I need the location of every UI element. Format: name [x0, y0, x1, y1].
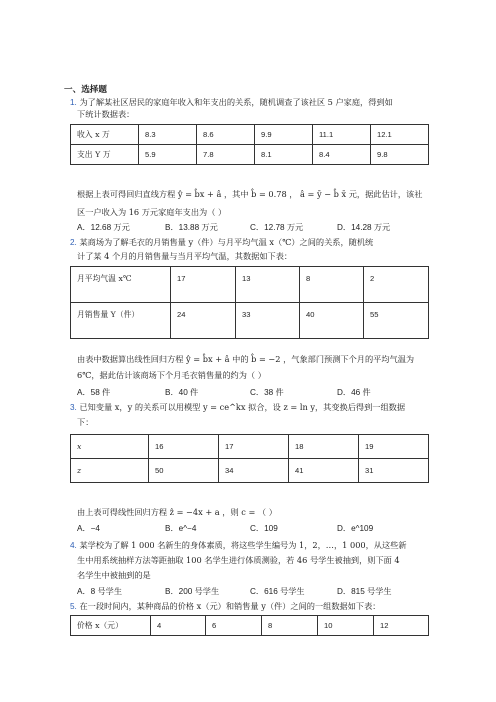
q3-option-c: C．109 [250, 524, 278, 533]
q2-after-line1: 由表中数据算出线性回归方程 ŷ = b̂x + â 中的 b̂ = −2 ，气象部门预测下个月的平均气温为 [77, 354, 415, 364]
q5-text-line1: 5. 在一段时间内，某种商品的价格 x（元）和销售量 y（件）之间的一组数据如下表： [70, 601, 381, 611]
table-row [71, 459, 429, 483]
q1-option-d: D．14.28 万元 [337, 223, 391, 232]
table-cell: 8 [300, 267, 364, 303]
table-cell: 收入 x 万 [71, 125, 139, 145]
table-cell: 17 [219, 435, 289, 459]
q1-number: 1. [70, 98, 77, 107]
section-heading: 一、选择题 [64, 85, 107, 95]
table-row [71, 145, 429, 165]
q3-number: 3. [70, 403, 77, 412]
table-cell: 月销售量 Y（件） [71, 303, 171, 339]
q3-option-d: D．e^109 [337, 524, 374, 533]
q1-text-line2: 下统计数据表： [77, 109, 135, 119]
q4-text-line3: 名学生中被抽到的是 [77, 570, 151, 580]
q4-option-c: C．616 号学生 [250, 587, 305, 596]
table-cell: 6 [206, 616, 262, 636]
table-cell: 33 [236, 303, 300, 339]
q4-text-line1: 4. 某学校为了解 1 000 名新生的身体素质，将这些学生编号为 1，2，…，1 000，从这些新 [70, 540, 407, 550]
q2-after-line2: 6℃，据此估计该商场下个月毛衣销售量的约为（ ） [77, 370, 266, 380]
table-cell: 31 [359, 459, 429, 483]
table-cell: 50 [149, 459, 219, 483]
table-row [71, 267, 429, 303]
table-cell: 19 [359, 435, 429, 459]
table-cell: 11.1 [313, 125, 371, 145]
table-row [71, 125, 429, 145]
table-row [71, 616, 429, 636]
table-row [71, 435, 429, 459]
q4-option-d: D．815 号学生 [337, 587, 392, 596]
table-cell: 12 [374, 616, 429, 636]
q1-option-c: C．12.78 万元 [250, 223, 304, 232]
table-cell: 7.8 [197, 145, 255, 165]
table-cell: 40 [300, 303, 364, 339]
table-cell: 8.1 [255, 145, 313, 165]
table-cell: 4 [151, 616, 206, 636]
q5-data-table [70, 615, 429, 636]
table-cell: 17 [171, 267, 236, 303]
q2-text-line2: 计了某 4 个月的月销售量与当月平均气温，其数据如下表： [77, 251, 293, 261]
q3-text-line1: 3. 已知变量 x，y 的关系可以用模型 y = ce^kx 拟合，设 z = ln y，其变换后得到一组数据 [70, 402, 406, 412]
table-cell: 价格 x（元） [71, 616, 151, 636]
table-cell: 8.3 [139, 125, 197, 145]
table-cell: 55 [364, 303, 429, 339]
table-cell: 41 [289, 459, 359, 483]
table-cell: 9.8 [371, 145, 429, 165]
q3-after-line1: 由上表可得线性回归方程 ẑ = −4x + a ，则 c = （ ） [77, 507, 277, 517]
q1-after-line1: 根据上表可得回归直线方程 ŷ = b̂x + â ，其中 b̂ = 0.78 ， â = ȳ − b̂ x̄ 元，据此估计，该社 [77, 189, 423, 199]
table-cell: 9.9 [255, 125, 313, 145]
q3-option-b: B．e^−4 [165, 524, 197, 533]
q1-text-line1: 1. 为了解某社区居民的家庭年收入和年支出的关系，随机调查了该社区 5 户家庭，得到如 [70, 97, 393, 107]
q2-option-a: A．58 件 [77, 388, 111, 397]
q3-text-line2: 下： [77, 417, 94, 427]
table-cell: 34 [219, 459, 289, 483]
table-cell: z [71, 459, 149, 483]
q2-data-table [70, 266, 429, 339]
table-cell: 8.4 [313, 145, 371, 165]
table-row [71, 303, 429, 339]
table-cell: 5.9 [139, 145, 197, 165]
q2-number: 2. [70, 238, 77, 247]
q4-text-line2: 生中用系统抽样方法等距抽取 100 名学生进行体质测验，若 46 号学生被抽到，则下面 4 [77, 555, 400, 565]
q2-option-b: B．40 件 [165, 388, 199, 397]
q5-number: 5. [70, 602, 77, 611]
q4-option-a: A．8 号学生 [77, 587, 123, 596]
table-cell: 8 [262, 616, 318, 636]
table-cell: 支出 Y 万 [71, 145, 139, 165]
table-cell: 24 [171, 303, 236, 339]
q3-option-a: A．−4 [77, 524, 100, 533]
q1-data-table [70, 124, 429, 165]
q2-option-d: D．46 件 [337, 388, 371, 397]
table-cell: 月平均气温 x℃ [71, 267, 171, 303]
table-cell: 18 [289, 435, 359, 459]
q3-data-table [70, 434, 429, 483]
q1-after-line2: 区一户收入为 16 万元家庭年支出为（ ） [77, 207, 227, 217]
q2-text-line1: 2. 某商场为了解毛衣的月销售量 y（件）与月平均气温 x（℃）之间的关系，随机统 [70, 237, 374, 247]
q4-number: 4. [70, 541, 77, 550]
table-cell: 10 [318, 616, 374, 636]
table-cell: 12.1 [371, 125, 429, 145]
q1-option-b: B．13.88 万元 [165, 223, 218, 232]
table-cell: x [71, 435, 149, 459]
q4-option-b: B．200 号学生 [165, 587, 220, 596]
table-cell: 2 [364, 267, 429, 303]
table-cell: 13 [236, 267, 300, 303]
table-cell: 16 [149, 435, 219, 459]
q2-option-c: C．38 件 [250, 388, 284, 397]
table-cell: 8.6 [197, 125, 255, 145]
q1-option-a: A．12.68 万元 [77, 223, 130, 232]
